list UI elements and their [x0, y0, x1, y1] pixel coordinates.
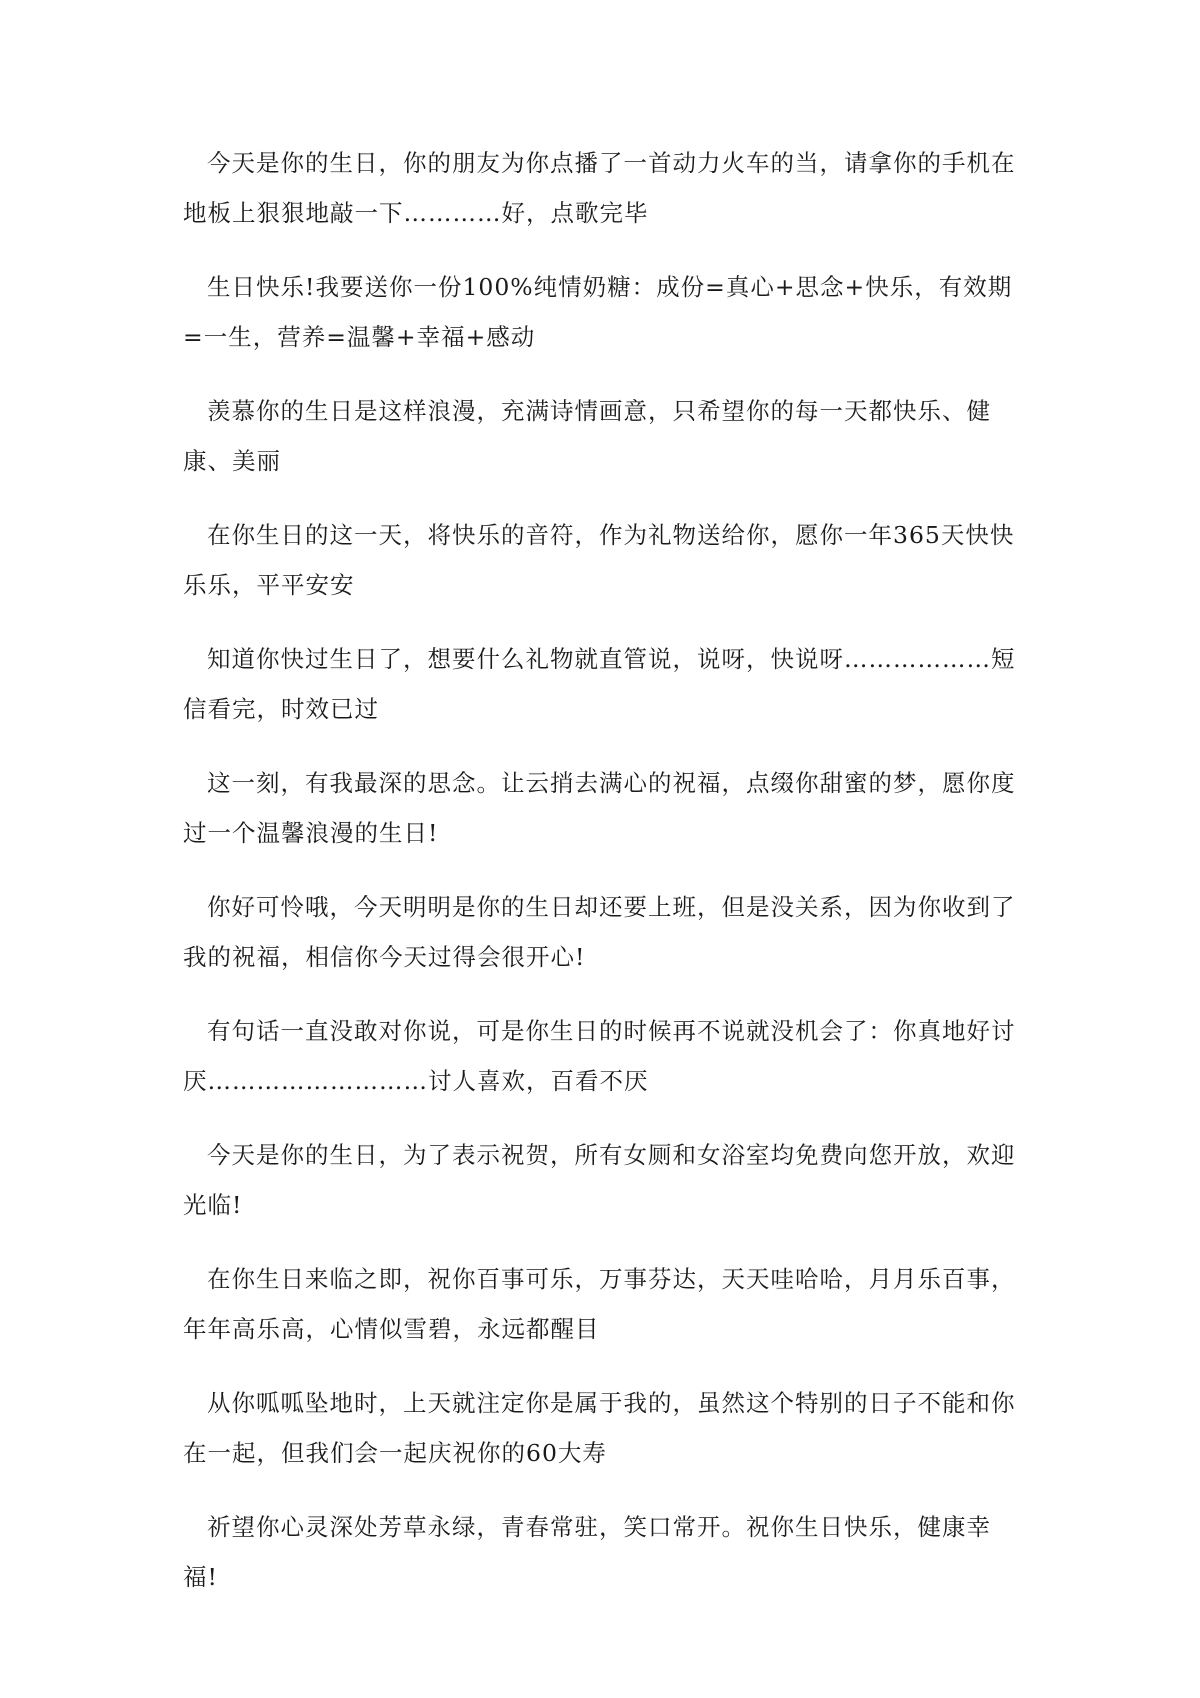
document-body [183, 138, 1023, 1626]
paragraph-7: 你好可怜哦，今天明明是你的生日却还要上班，但是没关系，因为你收到了我的祝福，相信你今天过得会很开心! [183, 893, 1016, 971]
paragraph-1: 今天是你的生日，你的朋友为你点播了一首动力火车的当，请拿你的手机在地板上狠狠地敲一下…………好，点歌完毕 [183, 149, 1016, 227]
paragraph-6: 这一刻，有我最深的思念。让云捎去满心的祝福，点缀你甜蜜的梦，愿你度过一个温馨浪漫的生日! [183, 769, 1016, 847]
paragraph-10: 在你生日来临之即，祝你百事可乐，万事芬达，天天哇哈哈，月月乐百事，年年高乐高，心情似雪碧，永远都醒目 [183, 1265, 1016, 1343]
paragraph-4: 在你生日的这一天，将快乐的音符，作为礼物送给你，愿你一年365天快快乐乐，平平安安 [183, 521, 1015, 599]
paragraph-2: 生日快乐!我要送你一份100%纯情奶糖：成份=真心+思念+快乐，有效期=一生，营养=温馨+幸福+感动 [183, 273, 1013, 351]
paragraph-8: 有句话一直没敢对你说，可是你生日的时候再不说就没机会了：你真地好讨厌………………………讨人喜欢，百看不厌 [183, 1017, 1016, 1095]
paragraph-11: 从你呱呱坠地时，上天就注定你是属于我的，虽然这个特别的日子不能和你在一起，但我们会一起庆祝你的60大寿 [183, 1389, 1016, 1467]
paragraph-5: 知道你快过生日了，想要什么礼物就直管说，说呀，快说呀………………短信看完，时效已过 [183, 645, 1016, 723]
paragraph-3: 羡慕你的生日是这样浪漫，充满诗情画意，只希望你的每一天都快乐、健康、美丽 [183, 397, 991, 475]
paragraph-9: 今天是你的生日，为了表示祝贺，所有女厕和女浴室均免费向您开放，欢迎光临! [183, 1141, 1016, 1219]
paragraph-12: 祈望你心灵深处芳草永绿，青春常驻，笑口常开。祝你生日快乐，健康幸福! [183, 1513, 991, 1591]
